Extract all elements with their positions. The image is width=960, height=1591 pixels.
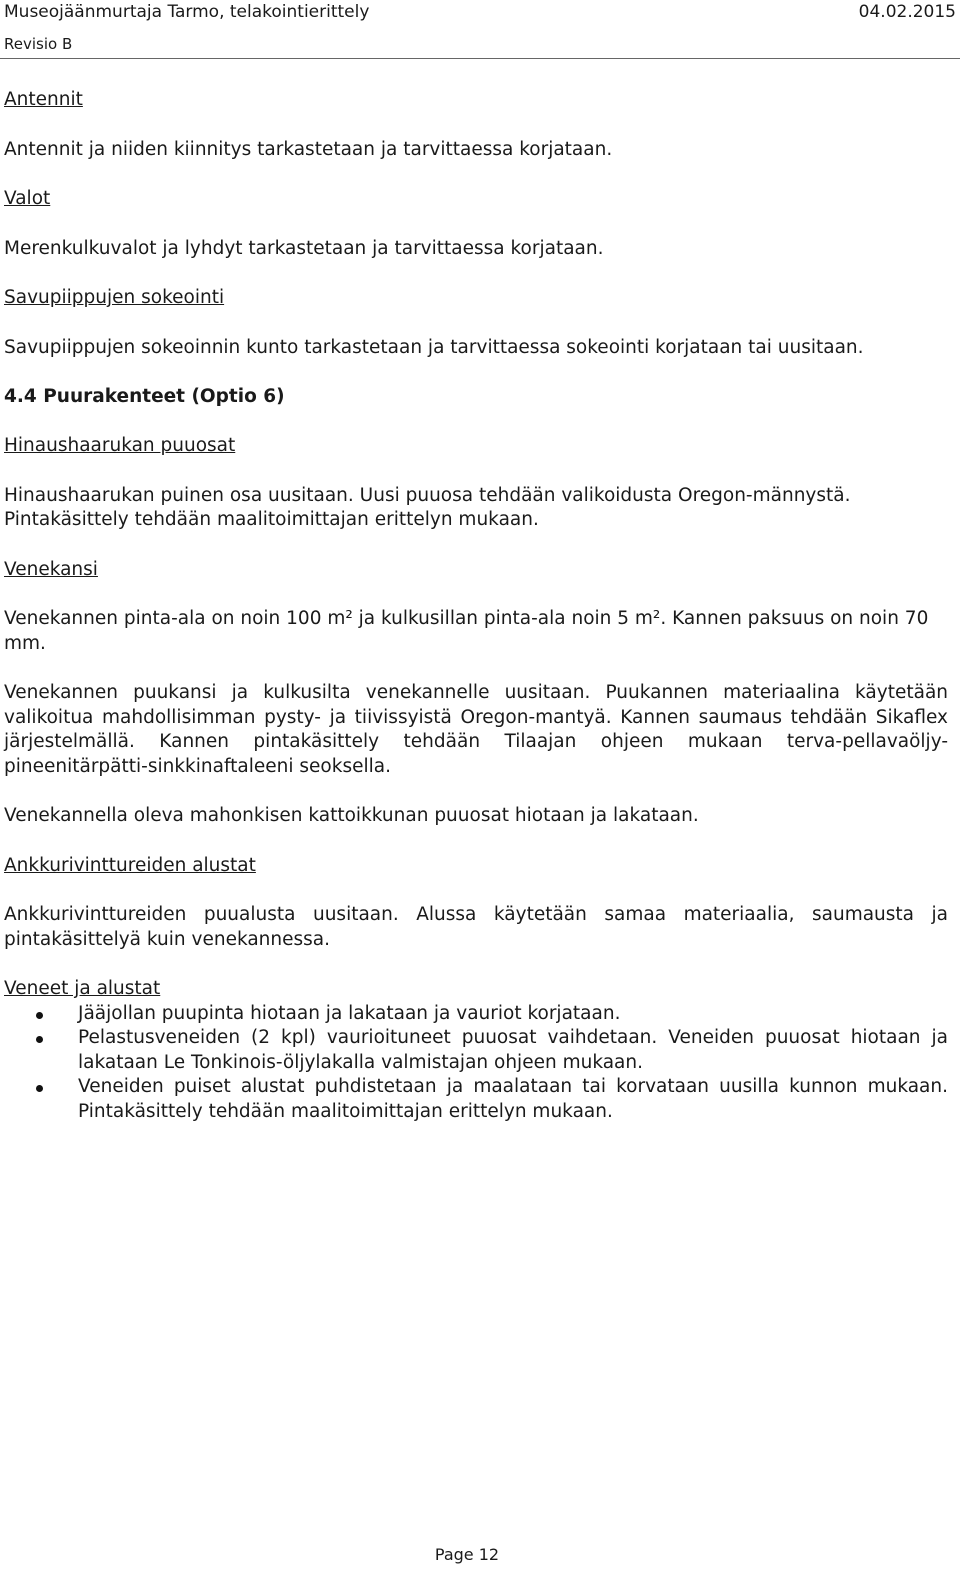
text-ankkuri: Ankkurivinttureiden puualusta uusitaan. Alussa käytetään samaa materiaalia, saumausta ja pintakäsittelyä kuin venekannessa.	[4, 904, 948, 950]
text-venekansi-1: Venekannen pinta-ala on noin 100 m² ja kulkusillan pinta-ala noin 5 m². Kannen paksuus on noin 70 mm.	[4, 608, 929, 654]
heading-antennit: Antennit	[4, 89, 83, 110]
veneet-bullet-list	[4, 1002, 948, 1125]
text-venekansi-2: Venekannen puukansi ja kulkusilta venekannelle uusitaan. Puukannen materiaalina käytetään valikoitua mahdollisimman pysty- ja tiivissyistä Oregon-mantyä. Kannen saumaus tehdään Sikaflex järjestelmällä. Kannen pintakäsittely tehdään Tilaajan ohjeen mukaan terva-pellavaöljy-pineenitärpätti-sinkkinaftaleeni seoksella.	[4, 682, 948, 777]
heading-valot: Valot	[4, 188, 51, 209]
page-number: Page 12	[434, 1545, 500, 1564]
page-header	[0, 0, 960, 59]
text-venekansi-3: Venekannella oleva mahonkisen kattoikkunan puuosat hiotaan ja lakataan.	[4, 805, 699, 826]
list-item: Veneiden puiset alustat puhdistetaan ja maalataan tai korvataan uusilla kunnon mukaan. Pintakäsittely tehdään maalitoimittajan erittelyn mukaan.	[4, 1075, 948, 1124]
text-antennit: Antennit ja niiden kiinnitys tarkastetaan ja tarvittaessa korjataan.	[4, 138, 613, 160]
section-heading-puurakenteet: 4.4 Puurakenteet (Optio 6)	[4, 386, 285, 407]
revision-label: Revisio B	[4, 35, 73, 53]
text-hinaushaarukka: Hinaushaarukan puinen osa uusitaan. Uusi puuosa tehdään valikoidusta Oregon-männystä. Pintakäsittely tehdään maalitoimittajan erittelyn mukaan.	[4, 484, 851, 530]
page-footer	[0, 1545, 960, 1564]
text-valot: Merenkulkuvalot ja lyhdyt tarkastetaan ja tarvittaessa korjataan.	[4, 237, 604, 259]
heading-venekansi: Venekansi	[4, 558, 98, 580]
document-title: Museojäänmurtaja Tarmo, telakointierittely	[4, 2, 370, 22]
list-item: Pelastusveneiden (2 kpl) vaurioituneet puuosat vaihdetaan. Veneiden puuosat hiotaan ja lakataan Le Tonkinois-öljylakalla valmistajan ohjeen mukaan.	[4, 1026, 948, 1075]
heading-savupiippu: Savupiippujen sokeointi	[4, 287, 225, 308]
text-savupiippu: Savupiippujen sokeoinnin kunto tarkastetaan ja tarvittaessa sokeointi korjataan tai uusitaan.	[4, 336, 864, 358]
heading-veneet: Veneet ja alustat	[4, 978, 161, 999]
document-body	[4, 88, 948, 1124]
document-date: 04.02.2015	[858, 2, 956, 22]
list-item: Jääjollan puupinta hiotaan ja lakataan ja vauriot korjataan.	[4, 1002, 948, 1027]
heading-hinaushaarukka: Hinaushaarukan puuosat	[4, 435, 236, 456]
heading-ankkuri: Ankkurivinttureiden alustat	[4, 854, 256, 876]
